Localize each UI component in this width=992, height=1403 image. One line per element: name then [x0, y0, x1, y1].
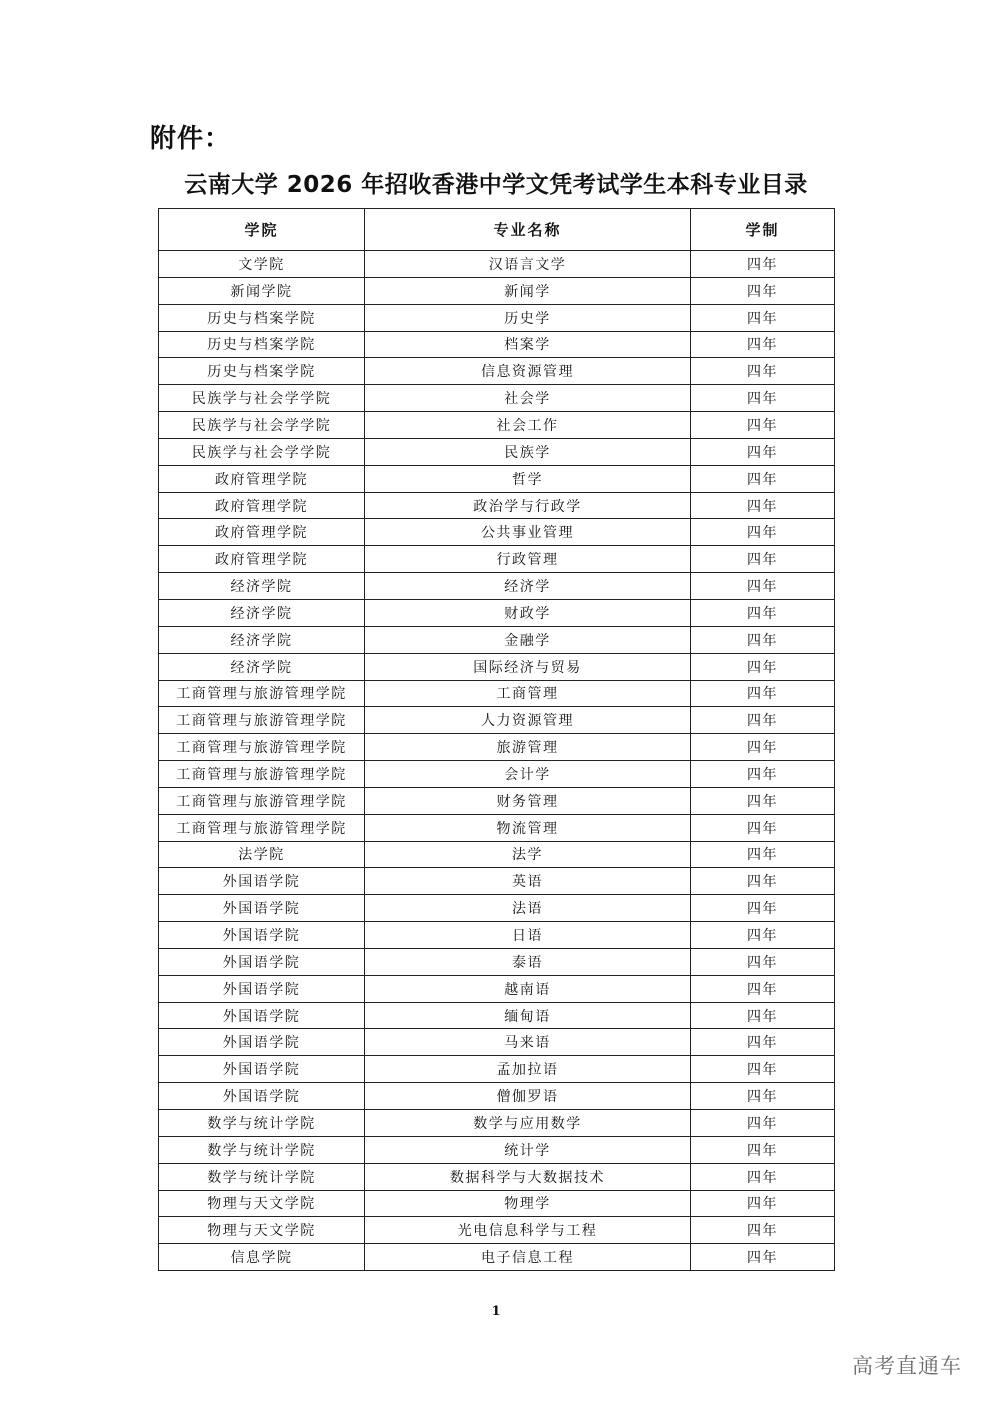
major-cell: 政治学与行政学 — [365, 492, 691, 519]
table-row — [159, 277, 835, 304]
duration-cell: 四年 — [691, 626, 835, 653]
table-row — [159, 599, 835, 626]
table-row — [159, 304, 835, 331]
table-row — [159, 653, 835, 680]
college-cell: 外国语学院 — [159, 1029, 365, 1056]
major-cell: 档案学 — [365, 331, 691, 358]
duration-cell: 四年 — [691, 1056, 835, 1083]
major-cell: 法语 — [365, 895, 691, 922]
major-cell: 哲学 — [365, 465, 691, 492]
table-row — [159, 1002, 835, 1029]
duration-cell: 四年 — [691, 1083, 835, 1110]
college-cell: 工商管理与旅游管理学院 — [159, 680, 365, 707]
major-cell: 法学 — [365, 841, 691, 868]
college-cell: 政府管理学院 — [159, 492, 365, 519]
college-cell: 民族学与社会学学院 — [159, 385, 365, 412]
duration-cell: 四年 — [691, 1190, 835, 1217]
major-cell: 社会工作 — [365, 412, 691, 439]
table-row — [159, 438, 835, 465]
duration-cell: 四年 — [691, 331, 835, 358]
major-cell: 经济学 — [365, 573, 691, 600]
duration-cell: 四年 — [691, 1163, 835, 1190]
duration-cell: 四年 — [691, 438, 835, 465]
table-row — [159, 331, 835, 358]
table-row — [159, 626, 835, 653]
major-cell: 财政学 — [365, 599, 691, 626]
college-cell: 新闻学院 — [159, 277, 365, 304]
duration-cell: 四年 — [691, 358, 835, 385]
duration-cell: 四年 — [691, 304, 835, 331]
table-row — [159, 358, 835, 385]
college-cell: 政府管理学院 — [159, 546, 365, 573]
duration-cell: 四年 — [691, 734, 835, 761]
college-cell: 历史与档案学院 — [159, 358, 365, 385]
header-college: 学院 — [159, 209, 365, 251]
duration-cell: 四年 — [691, 868, 835, 895]
duration-cell: 四年 — [691, 1002, 835, 1029]
table-row — [159, 680, 835, 707]
college-cell: 政府管理学院 — [159, 465, 365, 492]
college-cell: 法学院 — [159, 841, 365, 868]
college-cell: 民族学与社会学学院 — [159, 412, 365, 439]
attachment-label: 附件： — [150, 124, 232, 154]
duration-cell: 四年 — [691, 1136, 835, 1163]
college-cell: 外国语学院 — [159, 1002, 365, 1029]
duration-cell: 四年 — [691, 895, 835, 922]
table-row — [159, 814, 835, 841]
duration-cell: 四年 — [691, 1029, 835, 1056]
college-cell: 工商管理与旅游管理学院 — [159, 734, 365, 761]
table-row — [159, 734, 835, 761]
major-cell: 僧伽罗语 — [365, 1083, 691, 1110]
major-cell: 数学与应用数学 — [365, 1110, 691, 1137]
college-cell: 工商管理与旅游管理学院 — [159, 761, 365, 788]
major-cell: 物理学 — [365, 1190, 691, 1217]
table-row — [159, 1190, 835, 1217]
college-cell: 工商管理与旅游管理学院 — [159, 707, 365, 734]
major-cell: 民族学 — [365, 438, 691, 465]
table-row — [159, 492, 835, 519]
college-cell: 经济学院 — [159, 653, 365, 680]
college-cell: 外国语学院 — [159, 975, 365, 1002]
duration-cell: 四年 — [691, 573, 835, 600]
table-row — [159, 1217, 835, 1244]
table-body — [159, 251, 835, 1271]
major-cell: 历史学 — [365, 304, 691, 331]
duration-cell: 四年 — [691, 761, 835, 788]
header-duration: 学制 — [691, 209, 835, 251]
college-cell: 外国语学院 — [159, 922, 365, 949]
table-row — [159, 787, 835, 814]
college-cell: 经济学院 — [159, 573, 365, 600]
college-cell: 文学院 — [159, 251, 365, 278]
table-row — [159, 922, 835, 949]
major-cell: 汉语言文学 — [365, 251, 691, 278]
duration-cell: 四年 — [691, 412, 835, 439]
table-row — [159, 519, 835, 546]
major-cell: 金融学 — [365, 626, 691, 653]
table-row — [159, 975, 835, 1002]
table-header-row — [159, 209, 835, 251]
major-cell: 孟加拉语 — [365, 1056, 691, 1083]
duration-cell: 四年 — [691, 546, 835, 573]
watermark: 高考直通车 — [852, 1354, 962, 1378]
college-cell: 历史与档案学院 — [159, 304, 365, 331]
table-row — [159, 546, 835, 573]
table-row — [159, 868, 835, 895]
table-row — [159, 251, 835, 278]
college-cell: 数学与统计学院 — [159, 1110, 365, 1137]
page-number: 1 — [491, 1304, 501, 1319]
college-cell: 工商管理与旅游管理学院 — [159, 814, 365, 841]
college-cell: 信息学院 — [159, 1244, 365, 1271]
major-cell: 英语 — [365, 868, 691, 895]
major-cell: 会计学 — [365, 761, 691, 788]
college-cell: 外国语学院 — [159, 948, 365, 975]
duration-cell: 四年 — [691, 922, 835, 949]
header-major-name: 专业名称 — [365, 209, 691, 251]
table-row — [159, 1083, 835, 1110]
college-cell: 物理与天文学院 — [159, 1190, 365, 1217]
table-row — [159, 1163, 835, 1190]
duration-cell: 四年 — [691, 1110, 835, 1137]
major-cell: 光电信息科学与工程 — [365, 1217, 691, 1244]
table-row — [159, 761, 835, 788]
table-row — [159, 573, 835, 600]
college-cell: 外国语学院 — [159, 1056, 365, 1083]
table-row — [159, 1110, 835, 1137]
duration-cell: 四年 — [691, 680, 835, 707]
document-title: 云南大学 2026 年招收香港中学文凭考试学生本科专业目录 — [184, 172, 808, 198]
duration-cell: 四年 — [691, 277, 835, 304]
major-catalog-table — [158, 208, 835, 1271]
college-cell: 外国语学院 — [159, 868, 365, 895]
college-cell: 经济学院 — [159, 626, 365, 653]
duration-cell: 四年 — [691, 975, 835, 1002]
major-cell: 公共事业管理 — [365, 519, 691, 546]
table-row — [159, 895, 835, 922]
duration-cell: 四年 — [691, 707, 835, 734]
college-cell: 历史与档案学院 — [159, 331, 365, 358]
table-header — [159, 209, 835, 251]
duration-cell: 四年 — [691, 1244, 835, 1271]
table-row — [159, 412, 835, 439]
major-cell: 社会学 — [365, 385, 691, 412]
duration-cell: 四年 — [691, 599, 835, 626]
major-cell: 统计学 — [365, 1136, 691, 1163]
table-row — [159, 1244, 835, 1271]
major-cell: 国际经济与贸易 — [365, 653, 691, 680]
college-cell: 数学与统计学院 — [159, 1163, 365, 1190]
table-row — [159, 465, 835, 492]
major-cell: 新闻学 — [365, 277, 691, 304]
major-cell: 越南语 — [365, 975, 691, 1002]
major-cell: 人力资源管理 — [365, 707, 691, 734]
college-cell: 经济学院 — [159, 599, 365, 626]
major-cell: 电子信息工程 — [365, 1244, 691, 1271]
major-cell: 数据科学与大数据技术 — [365, 1163, 691, 1190]
college-cell: 政府管理学院 — [159, 519, 365, 546]
table-row — [159, 385, 835, 412]
table-row — [159, 948, 835, 975]
major-cell: 马来语 — [365, 1029, 691, 1056]
duration-cell: 四年 — [691, 492, 835, 519]
duration-cell: 四年 — [691, 1217, 835, 1244]
duration-cell: 四年 — [691, 251, 835, 278]
college-cell: 工商管理与旅游管理学院 — [159, 787, 365, 814]
table-row — [159, 841, 835, 868]
duration-cell: 四年 — [691, 841, 835, 868]
duration-cell: 四年 — [691, 948, 835, 975]
duration-cell: 四年 — [691, 814, 835, 841]
major-cell: 泰语 — [365, 948, 691, 975]
table-row — [159, 1056, 835, 1083]
college-cell: 外国语学院 — [159, 1083, 365, 1110]
table-row — [159, 707, 835, 734]
major-cell: 缅甸语 — [365, 1002, 691, 1029]
major-cell: 物流管理 — [365, 814, 691, 841]
college-cell: 民族学与社会学学院 — [159, 438, 365, 465]
duration-cell: 四年 — [691, 519, 835, 546]
major-cell: 财务管理 — [365, 787, 691, 814]
duration-cell: 四年 — [691, 465, 835, 492]
college-cell: 外国语学院 — [159, 895, 365, 922]
major-cell: 工商管理 — [365, 680, 691, 707]
duration-cell: 四年 — [691, 385, 835, 412]
college-cell: 物理与天文学院 — [159, 1217, 365, 1244]
major-cell: 日语 — [365, 922, 691, 949]
college-cell: 数学与统计学院 — [159, 1136, 365, 1163]
major-cell: 行政管理 — [365, 546, 691, 573]
duration-cell: 四年 — [691, 787, 835, 814]
major-cell: 信息资源管理 — [365, 358, 691, 385]
duration-cell: 四年 — [691, 653, 835, 680]
table-row — [159, 1136, 835, 1163]
table-row — [159, 1029, 835, 1056]
major-cell: 旅游管理 — [365, 734, 691, 761]
